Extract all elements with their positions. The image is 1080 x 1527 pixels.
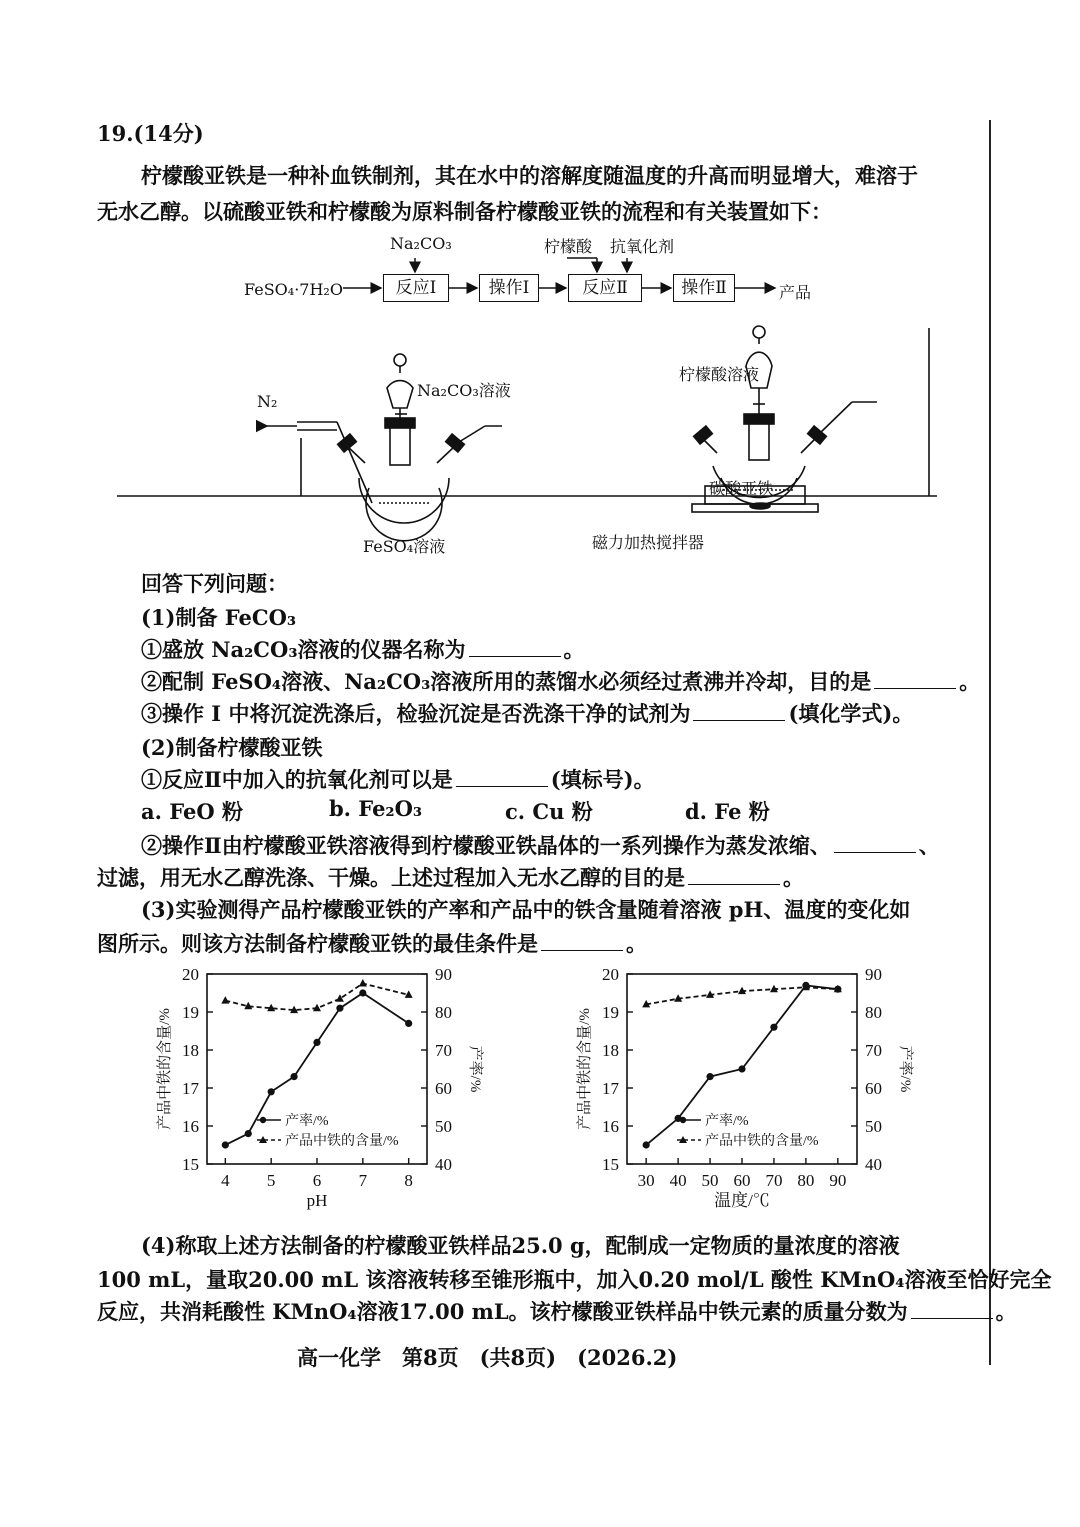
x-tick-label: 5: [266, 1171, 276, 1190]
left-tick-label: 16: [182, 1117, 199, 1136]
left-tick-label: 20: [182, 965, 199, 984]
legend-label-0: 产率/%: [285, 1114, 329, 1129]
part2-title: (2)制备柠檬酸亚铁: [141, 735, 323, 760]
left-tick-label: 15: [182, 1155, 199, 1174]
part3-line2: [97, 928, 647, 958]
right-tick-label: 70: [435, 1041, 452, 1060]
series-point-0: [359, 989, 366, 996]
answer-blank-2-2b[interactable]: [688, 866, 780, 885]
part1-q3: [141, 698, 913, 728]
question-content: [97, 0, 1052, 1527]
legend-marker-0: [680, 1117, 686, 1123]
left-tick-label: 15: [602, 1155, 619, 1174]
right-tick-label: 80: [865, 1003, 882, 1022]
series-point-0: [738, 1065, 745, 1072]
answer-blank-1-1[interactable]: [469, 638, 561, 657]
legend-label-1: 产品中铁的含量/%: [285, 1134, 399, 1149]
series-point-0: [313, 1039, 320, 1046]
right-tick-label: 40: [865, 1155, 882, 1174]
answer-header: 回答下列问题：: [141, 571, 288, 596]
x-axis-label: pH: [306, 1191, 328, 1210]
part2-q2-line1: [141, 830, 940, 860]
right-tick-label: 60: [865, 1079, 882, 1098]
part2-q2-text2: 过滤，用无水乙醇洗涤、干燥。上述过程加入无水乙醇的目的是: [97, 865, 685, 890]
x-tick-label: 7: [358, 1171, 368, 1190]
answer-blank-3[interactable]: [541, 932, 623, 951]
label-right-funnel: 柠檬酸溶液: [679, 365, 760, 384]
series-point-1: [221, 996, 229, 1004]
left-tick-label: 17: [602, 1079, 619, 1098]
question-score: (14分): [133, 121, 204, 146]
right-tick-label: 60: [435, 1079, 452, 1098]
flow-step-3: 反应Ⅱ: [568, 274, 642, 302]
series-point-0: [770, 1024, 777, 1031]
x-tick-label: 70: [765, 1171, 783, 1190]
x-tick-label: 30: [637, 1171, 655, 1190]
flow-arrows: [97, 250, 857, 310]
answer-blank-4[interactable]: [911, 1300, 993, 1319]
question-number: 19.: [97, 121, 134, 146]
label-n2: N₂: [257, 392, 278, 411]
x-tick-label: 80: [797, 1171, 815, 1190]
part1-q1: [141, 634, 585, 664]
x-tick-label: 4: [221, 1171, 230, 1190]
x-tick-label: 50: [701, 1171, 719, 1190]
x-tick-label: 6: [312, 1171, 322, 1190]
flow-reagent-2b: 抗氧化剂: [610, 237, 675, 256]
part1-q2: [141, 666, 980, 696]
chart-ph: [137, 962, 517, 1222]
series-point-0: [405, 1020, 412, 1027]
y-axis-label-right: 产率/%: [897, 1045, 913, 1093]
part1-q1-end: 。: [563, 637, 585, 662]
right-tick-label: 90: [435, 965, 452, 984]
left-tick-label: 17: [182, 1079, 199, 1098]
part4-line1: (4)称取上述方法制备的柠檬酸亚铁样品25.0 g，配制成一定物质的量浓度的溶液: [141, 1233, 900, 1258]
left-tick-label: 19: [182, 1003, 199, 1022]
part2-q2-end: 。: [783, 865, 804, 890]
left-tick-label: 18: [182, 1041, 199, 1060]
apparatus-diagram: [117, 318, 937, 558]
flow-end: 产品: [779, 283, 812, 302]
option-d: d. Fe 粉: [685, 799, 770, 824]
series-point-0: [222, 1141, 229, 1148]
x-axis-label: 温度/℃: [714, 1191, 770, 1210]
series-point-0: [290, 1073, 297, 1080]
series-point-0: [268, 1088, 275, 1095]
x-tick-label: 40: [669, 1171, 687, 1190]
series-point-0: [706, 1073, 713, 1080]
page-footer: 高一化学 第8页 (共8页) (2026.2): [297, 1345, 678, 1370]
part1-q2-end: 。: [959, 669, 981, 694]
right-tick-label: 90: [865, 965, 882, 984]
right-tick-label: 40: [435, 1155, 452, 1174]
series-point-1: [405, 990, 413, 998]
x-tick-label: 90: [829, 1171, 847, 1190]
flow-start: FeSO₄·7H₂O: [244, 280, 343, 299]
x-tick-label: 60: [733, 1171, 751, 1190]
part4-line2: 100 mL，量取20.00 mL 该溶液转移至锥形瓶中，加入0.20 mol/L 酸性 KMnO₄溶液至恰好完全: [97, 1267, 1052, 1292]
part1-q3-text: ③操作 I 中将沉淀洗涤后，检验沉淀是否洗涤干净的试剂为: [141, 701, 691, 726]
right-tick-label: 80: [435, 1003, 452, 1022]
y-axis-label-right: 产率/%: [467, 1045, 483, 1093]
part2-q1: [141, 764, 655, 794]
left-tick-label: 20: [602, 965, 619, 984]
option-a: a. FeO 粉: [141, 799, 243, 824]
label-left-funnel: Na₂CO₃溶液: [417, 381, 511, 400]
part3-line1: (3)实验测得产品柠檬酸亚铁的产率和产品中的铁含量随着溶液 pH、温度的变化如: [141, 897, 911, 922]
part2-q2-line2: [97, 862, 804, 892]
flow-step-4: 操作Ⅱ: [673, 274, 735, 302]
part2-q1-text: ①反应Ⅱ中加入的抗氧化剂可以是: [141, 767, 453, 792]
series-point-0: [643, 1141, 650, 1148]
series-point-0: [245, 1130, 252, 1137]
part1-q2-text: ②配制 FeSO₄溶液、Na₂CO₃溶液所用的蒸馏水必须经过煮沸并冷却，目的是: [141, 669, 872, 694]
right-tick-label: 50: [435, 1117, 452, 1136]
part3-end: 。: [626, 931, 647, 956]
left-tick-label: 18: [602, 1041, 619, 1060]
option-b: b. Fe₂O₃: [329, 796, 423, 821]
flow-step-1: 反应Ⅰ: [383, 274, 449, 302]
series-point-0: [336, 1005, 343, 1012]
part1-title: (1)制备 FeCO₃: [141, 605, 297, 630]
intro-line-2: 无水乙醇。以硫酸亚铁和柠檬酸为原料制备柠檬酸亚铁的流程和有关装置如下：: [97, 199, 832, 224]
chart-temperature: [557, 962, 957, 1222]
series-point-1: [359, 979, 367, 987]
legend-label-0: 产率/%: [705, 1114, 749, 1129]
part4-text: 反应，共消耗酸性 KMnO₄溶液17.00 mL。该柠檬酸亚铁样品中铁元素的质量分数为: [97, 1299, 908, 1324]
right-tick-label: 70: [865, 1041, 882, 1060]
page-right-rule: [989, 120, 991, 1365]
part1-q1-text: ①盛放 Na₂CO₃溶液的仪器名称为: [141, 637, 466, 662]
x-tick-label: 8: [404, 1171, 413, 1190]
left-tick-label: 16: [602, 1117, 619, 1136]
part1-q3-end: (填化学式)。: [788, 701, 914, 726]
right-tick-label: 50: [865, 1117, 882, 1136]
y-axis-label-left: 产品中铁的含量/%: [577, 1008, 593, 1130]
answer-blank-2-2a[interactable]: [834, 834, 916, 853]
left-tick-label: 19: [602, 1003, 619, 1022]
legend-label-1: 产品中铁的含量/%: [705, 1134, 819, 1149]
y-axis-label-left: 产品中铁的含量/%: [157, 1008, 173, 1130]
option-c: c. Cu 粉: [505, 799, 593, 824]
flow-step-2: 操作Ⅰ: [479, 274, 539, 302]
intro-line-1: 柠檬酸亚铁是一种补血铁制剂，其在水中的溶解度随温度的升高而明显增大，难溶于: [141, 163, 918, 188]
part4-line3: [97, 1296, 1017, 1326]
label-left-flask: FeSO₄溶液: [363, 537, 446, 556]
label-right-solid: 碳酸亚铁: [709, 479, 774, 498]
part2-q2-sep: 、: [918, 833, 940, 858]
part2-q1-end: (填标号)。: [550, 767, 655, 792]
answer-blank-2-1[interactable]: [456, 768, 548, 787]
flow-reagent-1: Na₂CO₃: [390, 234, 452, 253]
legend-marker-0: [260, 1117, 266, 1123]
part3-text: 图所示。则该方法制备柠檬酸亚铁的最佳条件是: [97, 931, 538, 956]
label-right-base: 磁力加热搅拌器: [592, 533, 705, 552]
flow-reagent-2a: 柠檬酸: [544, 237, 593, 256]
question-header: [97, 118, 204, 148]
series-point-1: [336, 994, 344, 1002]
part2-q2-text: ②操作Ⅱ由柠檬酸亚铁溶液得到柠檬酸亚铁晶体的一系列操作为蒸发浓缩、: [141, 833, 831, 858]
answer-blank-1-2[interactable]: [874, 670, 956, 689]
answer-blank-1-3[interactable]: [693, 702, 785, 721]
part4-end: 。: [995, 1299, 1017, 1324]
series-point-1: [313, 1004, 321, 1012]
